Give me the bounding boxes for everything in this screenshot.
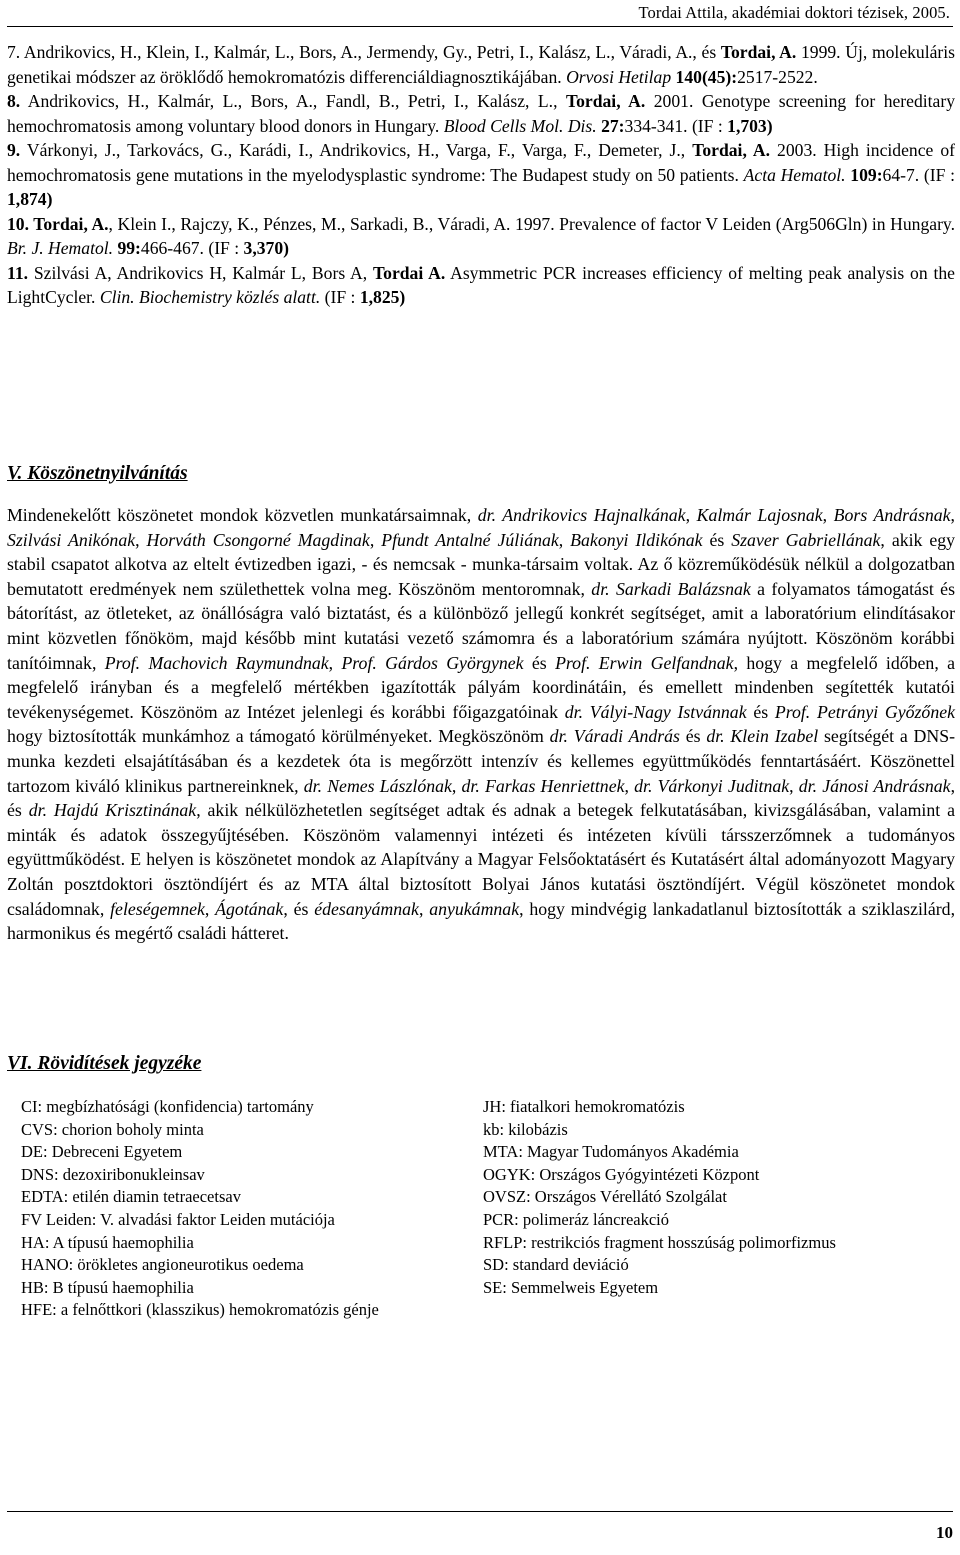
italic-run: dr. Várkonyi Juditnak xyxy=(634,775,790,796)
text-run: és xyxy=(746,701,775,722)
running-header xyxy=(0,0,960,30)
italic-run: Ágotának xyxy=(215,898,284,919)
italic-run: dr. Andrikovics Hajnalkának xyxy=(477,505,686,525)
italic-run: Szilvási Anikónak xyxy=(7,529,136,550)
bold-run: Tordai A. xyxy=(373,262,446,283)
publication-list xyxy=(7,40,955,310)
italic-run: Prof. Petrányi Győzőnek xyxy=(774,701,955,722)
abbreviation-item: CI: megbízhatósági (konfidencia) tartomány xyxy=(21,1097,314,1116)
bold-run: 1,825) xyxy=(359,287,406,307)
abbreviation-item: PCR: polimeráz láncreakció xyxy=(483,1209,670,1229)
italic-run: Bors Andrásnak xyxy=(833,505,951,525)
abbreviation-item: OVSZ: Országos Vérellátó Szolgálat xyxy=(483,1187,727,1207)
italic-run: Szaver Gabriellának xyxy=(731,529,881,550)
abbreviation-item: DE: Debreceni Egyetem xyxy=(21,1142,183,1162)
footer-rule xyxy=(7,1511,953,1512)
italic-run: Kalmár Lajosnak xyxy=(696,505,823,525)
text-run: , akik egy stabil csapatot alkotva az eltelt évtizedben igazi, - és nemcsak - munka-társaim voltak. Az ő közreműködésük nélkül a dolgozatban bemutatott eredmények nem születhettek volna meg. Köszönöm mentoromnak, xyxy=(7,529,956,599)
reference-item xyxy=(7,261,955,310)
text-run: 466-467. (IF : xyxy=(140,238,244,258)
reference-item xyxy=(7,40,955,89)
text-run: hogy biztosították munkámhoz a támogató körülményeket. Megköszönöm xyxy=(7,726,550,747)
abbreviation-item: HB: B típusú haemophilia xyxy=(21,1277,194,1297)
abbreviation-item: JH: fiatalkori hemokromatózis xyxy=(483,1097,685,1116)
italic-run: Blood Cells Mol. Dis. xyxy=(443,115,597,136)
bold-run: 10. Tordai, A. xyxy=(7,213,109,234)
abbreviation-item: EDTA: etilén diamin tetraecetsav xyxy=(21,1187,241,1207)
abbreviation-list-right xyxy=(483,1096,836,1299)
reference-item xyxy=(7,212,955,261)
italic-run: Bakonyi Ildikónak xyxy=(570,529,703,550)
text-run: , xyxy=(685,505,697,525)
italic-run: dr. Váradi András xyxy=(549,726,680,747)
text-run: és xyxy=(679,726,707,747)
text-run: , xyxy=(451,775,462,796)
abbreviation-item: DNS: dezoxiribonukleinsav xyxy=(21,1164,205,1184)
section-title-abbreviations: VI. Rövidítések jegyzéke xyxy=(7,1053,202,1074)
text-run: (IF : xyxy=(320,287,360,307)
italic-run: dr. Hajdú Krisztinának xyxy=(28,800,197,821)
italic-run: Clin. Biochemistry közlés alatt. xyxy=(99,287,321,307)
bold-run: 3,370) xyxy=(243,238,289,258)
italic-run: Pfundt Antalné Júliának xyxy=(381,529,559,550)
text-run: , akik nélkülözhetetlen segítséget adtak és adnak a betegek felkutatásában, kivizsgálásában, valamint a minták és adatok összegyűjtésében. Köszönöm valamennyi intézeti és intézeten kívüli társszerzőmnek a tudományos együttműködést. E helyen is köszönetet mondok az Alapítvány a Magyar Felsőoktatásért és Kutatásért által adományozott Magyary Zoltán posztdoktori ösztöndíjért és az MTA által biztosított Bolyai János kutatási ösztöndíjért. Végül köszönetet mondok családomnak, xyxy=(7,800,955,919)
text-run: 334-341. (IF : xyxy=(624,115,728,136)
abbreviation-item: OGYK: Országos Gyógyintézeti Központ xyxy=(483,1164,760,1184)
bold-run: Tordai, A. xyxy=(566,91,646,111)
text-run: , hogy a megfelelő időben, a megfelelő irányban és a megfelelő mértékben igazították pályám koordinátáin, és emellett mindenben segítették kutatói tevékenységemet. Köszönöm az Intézet jelenlegi és korábbi főigazgatóinak xyxy=(7,652,956,722)
abbreviation-item: MTA: Magyar Tudományos Akadémia xyxy=(483,1142,739,1162)
italic-run: dr. Klein Izabel xyxy=(706,726,819,747)
italic-run: Prof. Erwin Gelfandnak xyxy=(555,652,734,673)
abbreviation-item: SD: standard deviáció xyxy=(483,1255,629,1275)
text-run: Mindenekelőtt köszönetet mondok közvetlen munkatársaimnak, xyxy=(7,505,478,525)
abbreviation-item: SE: Semmelweis Egyetem xyxy=(483,1277,659,1297)
bold-run: 11. xyxy=(7,262,29,283)
abbreviation-item: HANO: örökletes angioneurotikus oedema xyxy=(21,1255,304,1275)
text-run: 64-7. (IF : xyxy=(882,164,955,185)
italic-run: dr. Vályi-Nagy Istvánnak xyxy=(564,701,747,722)
italic-run: Acta Hematol. xyxy=(743,164,846,185)
text-run: , xyxy=(369,529,382,550)
text-run: és xyxy=(523,652,556,673)
bold-run: 109: xyxy=(850,164,883,185)
italic-run: feleségemnek xyxy=(110,898,205,919)
bold-run: 8. xyxy=(7,91,21,111)
text-run: 2003. High incidence of hemochromatosis gene mutations in the myelodysplastic syndrome: The Budapest study on 50 patients. xyxy=(7,140,956,185)
italic-run: Orvosi Hetilap xyxy=(566,66,672,87)
italic-run: édesanyámnak xyxy=(314,898,419,919)
bold-run: 1,703) xyxy=(727,115,773,136)
bold-run: 140(45): xyxy=(675,66,738,87)
text-run: , xyxy=(135,529,147,550)
text-run: 2001. Genotype screening for hereditary hemochromatosis among voluntary blood donors in Hungary. xyxy=(7,91,956,136)
text-run: , xyxy=(822,505,834,525)
text-run: , és xyxy=(283,898,315,919)
text-run: , xyxy=(204,898,216,919)
text-run: a folyamatos támogatást és bátorítást, az ötleteket, az önállóságra való biztatást, és a különböző jellegű konkrét segítséget, amit a laboratórium elindításakor mint közvetlen főnököm, majd később mint kutatási vezető számomra és a laboratórium számára nyújtott. Köszönöm korábbi tanítóimnak, xyxy=(7,578,955,673)
text-run: 7. Andrikovics, H., Klein, I., Kalmár, L., Bors, A., Jermendy, Gy., Petri, I., Kalász, L., Váradi, A., és xyxy=(7,42,721,62)
bold-run: 27: xyxy=(601,115,625,136)
bold-run: Tordai, A. xyxy=(720,42,797,62)
bold-run: Tordai, A. xyxy=(692,140,771,160)
italic-run: dr. Farkas Henriettnek xyxy=(461,775,625,796)
acknowledgement-paragraph xyxy=(7,503,955,946)
text-run: Asymmetric PCR increases efficiency of melting peak analysis on the LightCycler. xyxy=(7,262,955,307)
text-run: 1999. Új, molekuláris genetikai módszer az öröklődő hemokromatózis differenciáldiagnosztikájában. xyxy=(7,42,956,87)
text-run: Várkonyi, J., Tarkovács, G., Karádi, I., Andrikovics, H., Varga, F., Varga, F., Demeter, J., xyxy=(20,140,693,160)
abbreviation-item: FV Leiden: V. alvadási faktor Leiden mutációja xyxy=(21,1209,335,1229)
abbreviation-item: HA: A típusú haemophilia xyxy=(21,1232,194,1252)
abbreviation-item: CVS: chorion boholy minta xyxy=(21,1119,204,1139)
section-title-acknowledgements: V. Köszönetnyilvánítás xyxy=(7,463,188,484)
text-run: , xyxy=(328,652,342,673)
reference-item xyxy=(7,138,955,212)
text-run: és xyxy=(702,529,732,550)
italic-run: Prof. Gárdos Györgynek xyxy=(341,652,524,673)
text-run: , xyxy=(624,775,635,796)
header-rule xyxy=(7,26,953,27)
text-run: Szilvási A, Andrikovics H, Kalmár L, Bors A, xyxy=(28,262,374,283)
italic-run: dr. Jánosi Andrásnak xyxy=(798,775,951,796)
abbreviation-item: HFE: a felnőttkori (klasszikus) hemokromatózis génje xyxy=(21,1300,379,1320)
text-run: , xyxy=(558,529,571,550)
bold-run: 99: xyxy=(117,238,141,258)
reference-item xyxy=(7,89,955,138)
italic-run: Horváth Csongorné Magdinak xyxy=(146,529,370,550)
text-run: , xyxy=(418,898,430,919)
italic-run: dr. Nemes Lászlónak xyxy=(303,775,452,796)
text-run: , Klein I., Rajczy, K., Pénzes, M., Sarkadi, B., Váradi, A. 1997. Prevalence of factor V Leiden (Arg506Gln) in Hungary. xyxy=(108,213,955,234)
italic-run: anyukámnak xyxy=(429,898,520,919)
bold-run: 9. xyxy=(7,140,21,160)
text-run: , hogy mindvégig lankadatlanul biztosították a sziklaszilárd, harmonikus és megértő családi hátteret. xyxy=(7,898,956,944)
italic-run: Prof. Machovich Raymundnak xyxy=(104,652,329,673)
page-number: 10 xyxy=(936,1523,953,1542)
italic-run: dr. Sarkadi Balázsnak xyxy=(591,578,751,599)
text-run: Andrikovics, H., Kalmár, L., Bors, A., Fandl, B., Petri, I., Kalász, L., xyxy=(20,91,566,111)
abbreviation-item: kb: kilobázis xyxy=(483,1119,568,1139)
header-title: Tordai Attila, akadémiai doktori tézisek, 2005. xyxy=(638,3,950,22)
text-run: , xyxy=(789,775,799,796)
abbreviation-item: RFLP: restrikciós fragment hosszúság polimorfizmus xyxy=(483,1232,836,1252)
abbreviation-list-left xyxy=(21,1096,379,1322)
text-run: segítségét a DNS-munka kezdeti elsajátításában és a kezdetek óta is megőrzött intenzív és kellemes együttműködés fenntartásáért. Köszönettel tartozom kiváló klinikus partnereinknek, xyxy=(7,726,956,796)
text-run: , xyxy=(950,505,955,525)
italic-run: Br. J. Hematol. xyxy=(7,238,114,258)
text-run: 2517-2522. xyxy=(737,66,818,87)
text-run: , és xyxy=(7,775,956,821)
bold-run: 1,874) xyxy=(7,189,53,209)
